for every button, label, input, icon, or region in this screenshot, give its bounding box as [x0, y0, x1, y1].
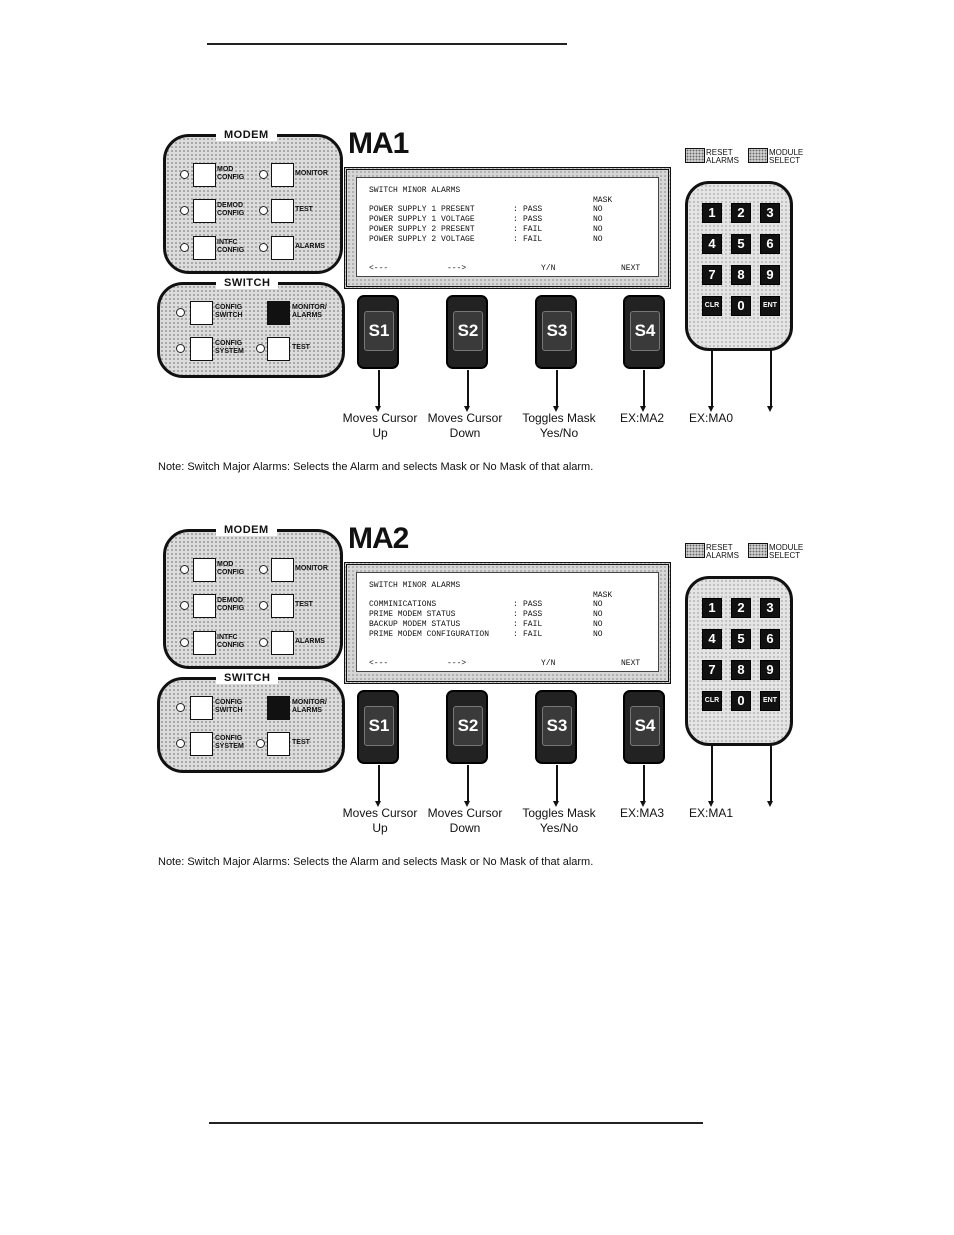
numeric-keypad — [685, 576, 793, 746]
lcd-screen — [344, 167, 671, 289]
alarm-row-label: PRIME MODEM CONFIGURATION — [369, 630, 490, 639]
modem-panel-title: MODEM — [216, 524, 277, 536]
alarm-row-mask: NO — [593, 205, 603, 214]
config-system-led — [176, 739, 185, 748]
alarm-row-status: FAIL — [523, 620, 543, 629]
modem-panel — [163, 129, 343, 274]
test-led — [259, 206, 268, 215]
alarms-key[interactable] — [271, 236, 294, 260]
screen-heading: SWITCH MINOR ALARMS — [369, 186, 461, 195]
config-system-key[interactable] — [190, 337, 213, 361]
keypad-key-2[interactable]: 2 — [731, 598, 751, 618]
softkey-left-label: <--- — [369, 264, 389, 273]
demod-config-led — [180, 601, 189, 610]
monitor-led — [259, 170, 268, 179]
s1-key[interactable] — [357, 295, 399, 369]
keypad-key-4[interactable]: 4 — [702, 629, 722, 649]
s4-key-label: S4 — [630, 706, 660, 746]
top-rule — [207, 43, 567, 45]
diagram-title: MA1 — [348, 127, 409, 160]
alarms-led — [259, 638, 268, 647]
s1-key-label: S1 — [364, 311, 394, 351]
alarm-row-mask: NO — [593, 215, 603, 224]
s2-key-label: S2 — [453, 706, 483, 746]
keypad-key-clr[interactable]: CLR — [702, 691, 722, 711]
front-panel-diagram-ma2 — [0, 522, 954, 942]
config-switch-label: CONFIG SWITCH — [215, 699, 243, 714]
reset-alarms-legend: RESET ALARMS — [706, 148, 739, 165]
config-switch-label: CONFIG SWITCH — [215, 304, 243, 319]
s4-caption: EX:MA2 — [619, 411, 664, 425]
s3-key[interactable] — [535, 295, 577, 369]
numeric-keypad — [685, 181, 793, 351]
test-label: TEST — [295, 601, 313, 608]
s4-key[interactable] — [623, 690, 665, 764]
monitor-alarms-label: MONITOR/ ALARMS — [292, 699, 327, 714]
monitor-led — [259, 565, 268, 574]
mod-config-label: MOD CONFIG — [217, 166, 245, 181]
intfc-config-key[interactable] — [193, 236, 216, 260]
config-switch-key[interactable] — [190, 696, 213, 720]
alarm-row-mask: NO — [593, 235, 603, 244]
mask-header: MASK — [593, 591, 613, 600]
mod-config-led — [180, 565, 189, 574]
s4-caption: EX:MA3 — [619, 806, 664, 820]
config-switch-key[interactable] — [190, 301, 213, 325]
intfc-config-led — [180, 243, 189, 252]
keypad-key-3[interactable]: 3 — [760, 203, 780, 223]
test-led — [259, 601, 268, 610]
alarm-row-sep: : — [513, 600, 518, 609]
s3-arrow — [556, 370, 558, 408]
alarm-row-status: PASS — [523, 205, 543, 214]
reset-alarms-swatch — [685, 148, 705, 163]
keypad-key-6[interactable]: 6 — [760, 234, 780, 254]
clr-caption: EX:MA0 — [688, 411, 733, 425]
s1-caption: Moves Cursor Up — [342, 411, 418, 440]
alarm-row-mask: NO — [593, 620, 603, 629]
lcd-display — [356, 177, 659, 277]
s1-key-label: S1 — [364, 706, 394, 746]
lcd-display — [356, 572, 659, 672]
softkey-next-label: NEXT — [621, 659, 641, 668]
switch-test-key[interactable] — [267, 732, 290, 756]
front-panel-diagram-ma1 — [0, 127, 954, 547]
keypad-key-ent[interactable]: ENT — [760, 296, 780, 316]
switch-panel-title: SWITCH — [216, 672, 278, 684]
s1-caption: Moves Cursor Up — [342, 806, 418, 835]
alarm-row-mask: NO — [593, 610, 603, 619]
keypad-key-clr[interactable]: CLR — [702, 296, 722, 316]
alarms-label: ALARMS — [295, 243, 325, 250]
alarm-row-label: PRIME MODEM STATUS — [369, 610, 456, 619]
alarm-row-sep: : — [513, 225, 518, 234]
alarm-row-status: PASS — [523, 600, 543, 609]
s3-key-label: S3 — [542, 311, 572, 351]
keypad-key-2[interactable]: 2 — [731, 203, 751, 223]
alarm-row-status: FAIL — [523, 235, 543, 244]
s3-caption: Toggles Mask Yes/No — [522, 806, 596, 835]
monitor-alarms-label: MONITOR/ ALARMS — [292, 304, 327, 319]
intfc-config-key[interactable] — [193, 631, 216, 655]
alarms-label: ALARMS — [295, 638, 325, 645]
s2-arrow — [467, 765, 469, 803]
module-select-swatch — [748, 543, 768, 558]
config-system-label: CONFIG SYSTEM — [215, 735, 244, 750]
alarm-row-label: POWER SUPPLY 2 PRESENT — [369, 225, 475, 234]
module-select-swatch — [748, 148, 768, 163]
alarm-row-label: COMMINICATIONS — [369, 600, 437, 609]
switch-test-label: TEST — [292, 739, 310, 746]
modem-panel — [163, 524, 343, 669]
demod-config-led — [180, 206, 189, 215]
s3-arrow — [556, 765, 558, 803]
alarm-row-sep: : — [513, 630, 518, 639]
keypad-key-3[interactable]: 3 — [760, 598, 780, 618]
diagram-note: Note: Switch Major Alarms: Selects the Alarm and selects Mask or No Mask of that alarm. — [158, 856, 594, 868]
alarm-row-sep: : — [513, 215, 518, 224]
s1-arrow — [378, 765, 380, 803]
alarms-led — [259, 243, 268, 252]
mod-config-label: MOD CONFIG — [217, 561, 245, 576]
s4-arrow — [643, 765, 645, 803]
softkey-yn-label: Y/N — [541, 659, 556, 668]
alarms-key[interactable] — [271, 631, 294, 655]
demod-config-label: DEMOD CONFIG — [217, 597, 245, 612]
s2-arrow — [467, 370, 469, 408]
alarm-row-status: FAIL — [523, 630, 543, 639]
s4-key-label: S4 — [630, 311, 660, 351]
alarm-row-status: PASS — [523, 215, 543, 224]
alarm-row-label: POWER SUPPLY 1 VOLTAGE — [369, 215, 475, 224]
s2-caption: Moves Cursor Down — [427, 411, 503, 440]
monitor-key[interactable] — [271, 163, 294, 187]
mod-config-led — [180, 170, 189, 179]
monitor-alarms-key[interactable] — [267, 696, 290, 720]
config-switch-led — [176, 703, 185, 712]
alarm-row-mask: NO — [593, 225, 603, 234]
demod-config-key[interactable] — [193, 594, 216, 618]
keypad-key-6[interactable]: 6 — [760, 629, 780, 649]
alarm-row-label: BACKUP MODEM STATUS — [369, 620, 461, 629]
s2-key[interactable] — [446, 690, 488, 764]
keypad-key-7[interactable]: 7 — [702, 265, 722, 285]
alarm-row-mask: NO — [593, 630, 603, 639]
test-key[interactable] — [271, 199, 294, 223]
switch-panel-title: SWITCH — [216, 277, 278, 289]
keypad-key-5[interactable]: 5 — [731, 629, 751, 649]
softkey-right-label: ---> — [447, 659, 467, 668]
keypad-key-7[interactable]: 7 — [702, 660, 722, 680]
keypad-key-9[interactable]: 9 — [760, 660, 780, 680]
reset-alarms-legend: RESET ALARMS — [706, 543, 739, 560]
s2-caption: Moves Cursor Down — [427, 806, 503, 835]
s4-arrow — [643, 370, 645, 408]
diagram-note: Note: Switch Major Alarms: Selects the Alarm and selects Mask or No Mask of that alarm. — [158, 461, 594, 473]
alarm-row-label: POWER SUPPLY 2 VOLTAGE — [369, 235, 475, 244]
softkey-left-label: <--- — [369, 659, 389, 668]
s4-key[interactable] — [623, 295, 665, 369]
switch-panel — [157, 672, 345, 773]
keypad-key-8[interactable]: 8 — [731, 660, 751, 680]
intfc-config-label: INTFC CONFIG — [217, 634, 245, 649]
reset-alarms-swatch — [685, 543, 705, 558]
s1-arrow — [378, 370, 380, 408]
s3-key[interactable] — [535, 690, 577, 764]
intfc-config-led — [180, 638, 189, 647]
mod-config-key[interactable] — [193, 163, 216, 187]
switch-test-key[interactable] — [267, 337, 290, 361]
demod-config-label: DEMOD CONFIG — [217, 202, 245, 217]
test-key[interactable] — [271, 594, 294, 618]
alarm-row-sep: : — [513, 610, 518, 619]
mod-config-key[interactable] — [193, 558, 216, 582]
keypad-key-ent[interactable]: ENT — [760, 691, 780, 711]
monitor-label: MONITOR — [295, 170, 328, 177]
modem-panel-title: MODEM — [216, 129, 277, 141]
s2-key[interactable] — [446, 295, 488, 369]
intfc-config-label: INTFC CONFIG — [217, 239, 245, 254]
bottom-rule — [209, 1122, 703, 1124]
config-system-led — [176, 344, 185, 353]
clr-caption: EX:MA1 — [688, 806, 733, 820]
keypad-key-9[interactable]: 9 — [760, 265, 780, 285]
demod-config-key[interactable] — [193, 199, 216, 223]
monitor-label: MONITOR — [295, 565, 328, 572]
keypad-key-0[interactable]: 0 — [731, 691, 751, 711]
switch-test-label: TEST — [292, 344, 310, 351]
config-system-label: CONFIG SYSTEM — [215, 340, 244, 355]
keypad-key-1[interactable]: 1 — [702, 598, 722, 618]
s1-key[interactable] — [357, 690, 399, 764]
keypad-key-4[interactable]: 4 — [702, 234, 722, 254]
s2-key-label: S2 — [453, 311, 483, 351]
softkey-right-label: ---> — [447, 264, 467, 273]
softkey-yn-label: Y/N — [541, 264, 556, 273]
alarm-row-sep: : — [513, 205, 518, 214]
s3-caption: Toggles Mask Yes/No — [522, 411, 596, 440]
monitor-alarms-key[interactable] — [267, 301, 290, 325]
module-select-legend: MODULE SELECT — [769, 148, 804, 165]
diagram-title: MA2 — [348, 522, 409, 555]
alarm-row-label: POWER SUPPLY 1 PRESENT — [369, 205, 475, 214]
alarm-row-mask: NO — [593, 600, 603, 609]
keypad-key-1[interactable]: 1 — [702, 203, 722, 223]
alarm-row-sep: : — [513, 620, 518, 629]
alarm-row-sep: : — [513, 235, 518, 244]
lcd-screen — [344, 562, 671, 684]
keypad-key-8[interactable]: 8 — [731, 265, 751, 285]
screen-heading: SWITCH MINOR ALARMS — [369, 581, 461, 590]
mask-header: MASK — [593, 196, 613, 205]
switch-test-led — [256, 344, 265, 353]
config-system-key[interactable] — [190, 732, 213, 756]
config-switch-led — [176, 308, 185, 317]
monitor-key[interactable] — [271, 558, 294, 582]
alarm-row-status: FAIL — [523, 225, 543, 234]
switch-test-led — [256, 739, 265, 748]
module-select-legend: MODULE SELECT — [769, 543, 804, 560]
switch-panel — [157, 277, 345, 378]
alarm-row-status: PASS — [523, 610, 543, 619]
s3-key-label: S3 — [542, 706, 572, 746]
test-label: TEST — [295, 206, 313, 213]
keypad-key-0[interactable]: 0 — [731, 296, 751, 316]
keypad-key-5[interactable]: 5 — [731, 234, 751, 254]
softkey-next-label: NEXT — [621, 264, 641, 273]
